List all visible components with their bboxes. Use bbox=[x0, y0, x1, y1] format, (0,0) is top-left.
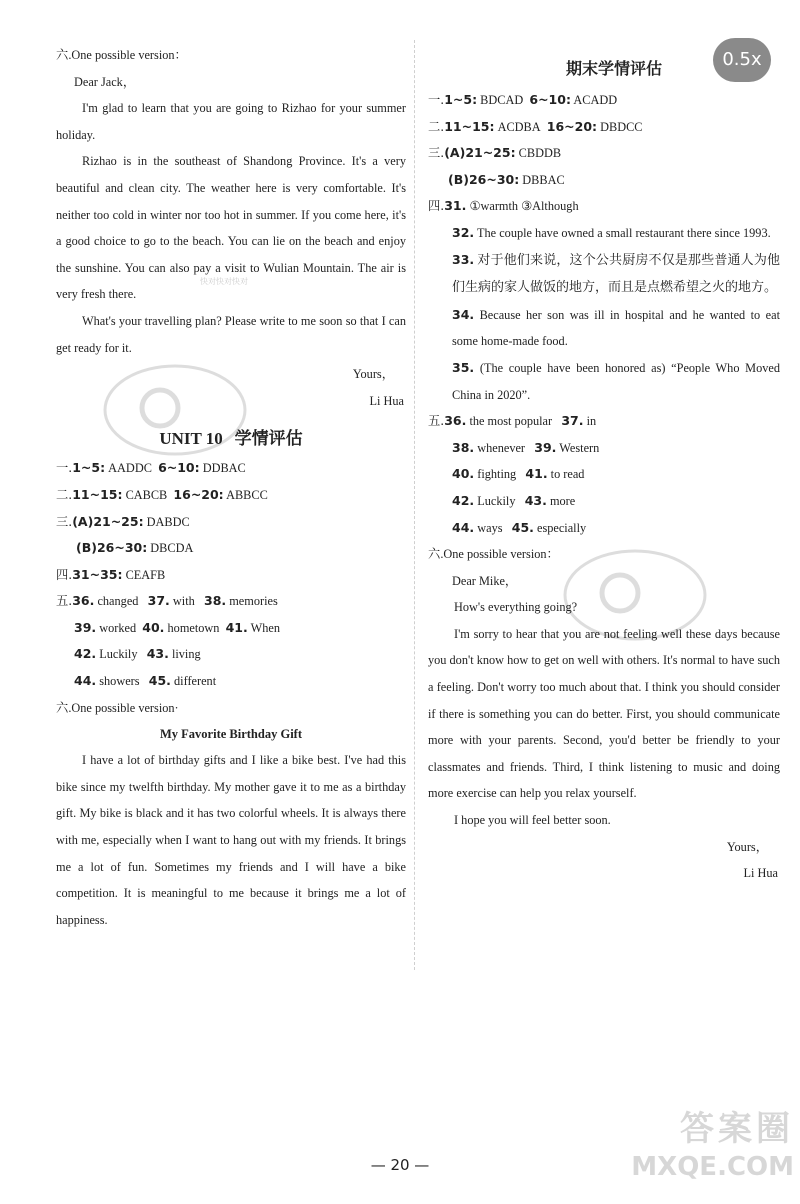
unit-10-title: UNIT 10 学情评估 bbox=[159, 429, 303, 450]
corner-logo-title: 答案圈 bbox=[680, 1109, 794, 1149]
blank-row: 五.36. the most popular 37. in bbox=[428, 413, 597, 429]
essay-body: I have a lot of birthday gifts and I like a bike best. I've had this bike since my twelfth birthday. My mother gave it to me as a birthday gift. My bike is black and it has two colorful wheels. It is always there with me, especially when I want to hang out with my friends. It brings me a lot of fun. Sometimes my friends and I will have a bike competition. It is meaningful to me because it brings me a lot of happiness. bbox=[56, 753, 406, 927]
essay-title: My Favorite Birthday Gift bbox=[160, 727, 302, 742]
blank-row: 39. worked 40. hometown 41. When bbox=[74, 619, 280, 635]
letter-greeting: Dear Mike， bbox=[452, 573, 518, 588]
column-divider bbox=[414, 40, 415, 970]
corner-watermark-logo bbox=[618, 1108, 794, 1198]
answer-row: 四.31~35: CEAFB bbox=[56, 566, 166, 582]
answer-row: 二.11~15: CABCB 16~20: ABBCC bbox=[56, 486, 268, 502]
section-6-heading: 六.One possible version： bbox=[428, 547, 559, 562]
letter-paragraph-3: What's your travelling plan? Please write to me soon so that I can get ready for it. bbox=[56, 313, 406, 355]
blank-row: 42. Luckily 43. more bbox=[452, 492, 576, 508]
question-33: 33. 对于他们来说，这个公共厨房不仅是那些普通人为他们生病的家人做饭的地方，而且是点燃希望之火的地方。 bbox=[452, 251, 780, 296]
answer-row: 一.1~5: AADDC 6~10: DDBAC bbox=[56, 460, 246, 476]
question-35: 35. (The couple have been honored as) “People Who Moved China in 2020”. bbox=[452, 359, 781, 402]
letter-paragraph-1: How's everything going? bbox=[454, 600, 578, 615]
left-column bbox=[56, 42, 406, 933]
answer-row: 三.(A)21~25: CBDDB bbox=[428, 145, 562, 161]
section-6-heading: 六.One possible version： bbox=[56, 48, 187, 62]
zoom-level-button[interactable]: 0.5x bbox=[713, 38, 771, 82]
answer-row: 三.(A)21~25: DABDC bbox=[56, 513, 190, 529]
letter-paragraph-2: Rizhao is in the southeast of Shandong Province. It's a very beautiful and clean city. The weather here is very comfortable. It's neither too cold in winter nor too hot in summer. If you come here, it's a good choice to go to the beach. You can lie on the beach and enjoy the sunshine. You can also pay a visit to Wulian Mountain. The air is very fresh there. bbox=[56, 154, 406, 302]
blank-row: 44. showers 45. different bbox=[74, 673, 217, 689]
answer-row: (B)26~30: DBBAC bbox=[448, 171, 565, 187]
answer-row: 二.11~15: ACDBA 16~20: DBDCC bbox=[428, 118, 643, 134]
question-31: 四.31. ①warmth ③Although bbox=[428, 198, 579, 214]
letter-closing: Yours， bbox=[726, 839, 768, 854]
right-column bbox=[428, 56, 780, 887]
page-number: — 20 — bbox=[370, 1156, 430, 1174]
watermark-logo-icon bbox=[100, 360, 250, 460]
question-32: 32. The couple have owned a small restaurant there since 1993. bbox=[452, 224, 771, 240]
corner-logo-url: MXQE.COM bbox=[631, 1152, 794, 1182]
blank-row: 五.36. changed 37. with 38. memories bbox=[56, 593, 278, 609]
letter-greeting: Dear Jack， bbox=[74, 74, 136, 89]
watermark-text: 快对快对快对 bbox=[200, 277, 248, 286]
watermark-logo-icon bbox=[560, 545, 710, 645]
letter-signature: Li Hua bbox=[743, 866, 778, 881]
letter-signature: Li Hua bbox=[369, 393, 404, 408]
blank-row: 40. fighting 41. to read bbox=[452, 466, 585, 482]
blank-row: 38. whenever 39. Western bbox=[452, 439, 600, 455]
letter-closing: Yours， bbox=[352, 367, 394, 382]
blank-row: 42. Luckily 43. living bbox=[74, 646, 201, 662]
final-assessment-title: 期末学情评估 bbox=[565, 59, 662, 78]
section-6b-heading: 六.One possible version· bbox=[56, 700, 179, 715]
letter-paragraph-3: I hope you will feel better soon. bbox=[454, 813, 611, 828]
letter-paragraph-1: I'm glad to learn that you are going to Rizhao for your summer holiday. bbox=[56, 101, 406, 142]
letter-paragraph-2: I'm sorry to hear that you are not feeling well these days because you don't know how to get on well with others. It's normal to have such a feeling. Don't worry too much about that. I think you should consider if there is something you can do better. First, you should communicate more with your parents. Second, you'd better be friendly to your classmates and friends. Third, I think listening to music and doing more exercise can help you relax yourself. bbox=[428, 626, 780, 801]
question-34: 34. Because her son was ill in hospital and he wanted to eat some home-made food. bbox=[452, 306, 780, 349]
answer-row: (B)26~30: DBCDA bbox=[76, 540, 194, 556]
answer-row: 一.1~5: BDCAD 6~10: ACADD bbox=[428, 92, 618, 107]
blank-row: 44. ways 45. especially bbox=[452, 519, 587, 535]
